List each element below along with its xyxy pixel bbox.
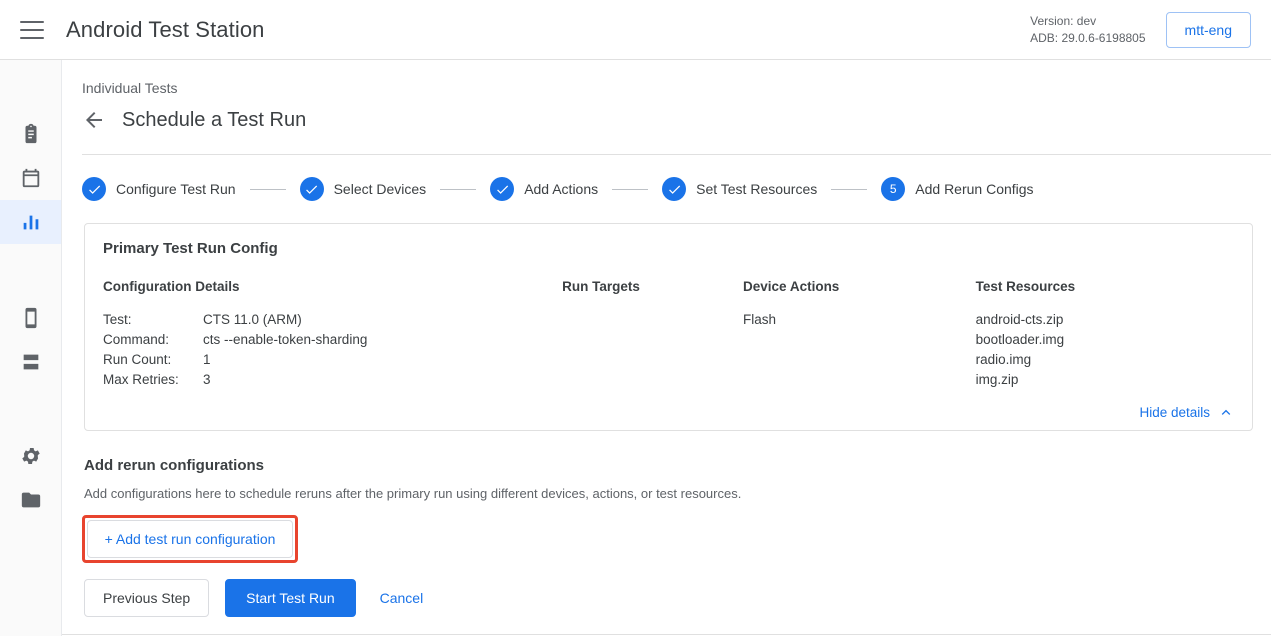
hide-details-toggle[interactable]	[103, 404, 1234, 420]
add-config-highlight	[82, 515, 298, 563]
step-marker-check	[662, 177, 686, 201]
detail-value: 3	[203, 372, 211, 387]
table-row	[103, 370, 562, 390]
table-row	[103, 350, 562, 370]
step-configure-test-run[interactable]	[82, 177, 236, 201]
add-test-run-configuration-button[interactable]: + Add test run configuration	[87, 520, 293, 558]
table-row	[103, 330, 562, 350]
step-add-rerun-configs[interactable]	[881, 177, 1033, 201]
primary-test-run-config-card	[84, 223, 1253, 431]
start-test-run-button[interactable]: Start Test Run	[225, 579, 355, 617]
step-connector	[612, 189, 648, 190]
sidebar-item-results[interactable]	[0, 200, 61, 244]
rail-spacer-1	[0, 244, 61, 296]
detail-value: cts --enable-token-sharding	[203, 332, 368, 347]
sidebar-item-hosts[interactable]	[0, 340, 61, 384]
sidebar-item-settings[interactable]	[0, 434, 61, 478]
list-item: bootloader.img	[975, 332, 1065, 347]
page-header	[62, 60, 1271, 155]
step-label: Set Test Resources	[696, 181, 818, 197]
column-run-targets	[562, 279, 743, 390]
chevron-up-icon	[1218, 404, 1234, 420]
calendar-icon	[20, 167, 42, 189]
env-button[interactable]: mtt-eng	[1166, 12, 1251, 48]
app-title: Android Test Station	[66, 16, 265, 42]
bar-chart-icon	[20, 211, 42, 233]
step-select-devices[interactable]	[300, 177, 427, 201]
column-configuration-details	[103, 279, 562, 390]
step-set-test-resources[interactable]	[662, 177, 817, 201]
list-item: android-cts.zip	[975, 312, 1064, 327]
stepper	[62, 155, 1271, 201]
bottom-divider	[62, 634, 1271, 635]
card-columns	[103, 279, 1234, 390]
column-test-resources	[976, 279, 1234, 390]
title-row	[82, 108, 1271, 132]
detail-key: Run Count:	[103, 352, 172, 367]
step-connector	[250, 189, 286, 190]
cancel-button[interactable]: Cancel	[372, 580, 432, 616]
step-connector	[831, 189, 867, 190]
step-label: Add Rerun Configs	[915, 181, 1034, 197]
rail-spacer-2	[0, 384, 61, 434]
detail-value: 1	[203, 352, 211, 367]
step-label: Select Devices	[333, 181, 427, 197]
list-item: radio.img	[975, 352, 1032, 367]
card-title: Primary Test Run Config	[103, 240, 278, 257]
list-item: img.zip	[975, 372, 1019, 387]
version-line: Version: dev	[1030, 13, 1097, 28]
hide-details-label: Hide details	[1139, 404, 1210, 420]
hamburger-icon[interactable]	[20, 21, 44, 39]
step-add-actions[interactable]	[490, 177, 598, 201]
top-app-bar	[0, 0, 1271, 60]
step-marker-check	[490, 177, 514, 201]
detail-key: Max Retries:	[103, 372, 179, 387]
hosts-icon	[20, 351, 42, 373]
column-header: Test Resources	[975, 279, 1076, 294]
step-connector	[440, 189, 476, 190]
step-marker-check	[82, 177, 106, 201]
clipboard-icon	[20, 123, 42, 145]
step-label: Add Actions	[524, 181, 599, 197]
column-device-actions	[743, 279, 976, 390]
sidebar-item-schedules[interactable]	[0, 156, 61, 200]
detail-key: Command:	[103, 332, 170, 347]
column-header: Configuration Details	[103, 279, 240, 294]
adb-version-line: ADB: 29.0.6-6198805	[1030, 30, 1146, 45]
folder-icon	[20, 489, 42, 511]
detail-value: CTS 11.0 (ARM)	[203, 312, 302, 327]
page-title: Schedule a Test Run	[122, 108, 307, 131]
left-nav-rail	[0, 60, 62, 636]
breadcrumb[interactable]: Individual Tests	[82, 80, 178, 96]
step-label: Configure Test Run	[116, 181, 236, 197]
version-info	[1030, 13, 1145, 47]
back-arrow-icon[interactable]	[82, 108, 106, 132]
topbar-right	[1030, 12, 1271, 48]
device-icon	[20, 307, 42, 329]
gear-icon	[20, 445, 42, 467]
sidebar-item-file-browser[interactable]	[0, 478, 61, 522]
main-content	[62, 60, 1271, 636]
column-header: Run Targets	[562, 279, 640, 294]
step-marker-number: 5	[881, 177, 905, 201]
table-row	[103, 310, 562, 330]
sidebar-item-devices[interactable]	[0, 296, 61, 340]
sidebar-item-test-runs[interactable]	[0, 112, 61, 156]
previous-step-button[interactable]: Previous Step	[84, 579, 209, 617]
rerun-section-description: Add configurations here to schedule reruns after the primary run using different devices, actions, or test resources.	[84, 486, 742, 501]
list-item: Flash	[743, 312, 777, 327]
form-actions	[84, 579, 1271, 617]
step-marker-check	[300, 177, 324, 201]
detail-key: Test:	[103, 312, 132, 327]
column-header: Device Actions	[743, 279, 840, 294]
rerun-section-title: Add rerun configurations	[84, 457, 264, 474]
